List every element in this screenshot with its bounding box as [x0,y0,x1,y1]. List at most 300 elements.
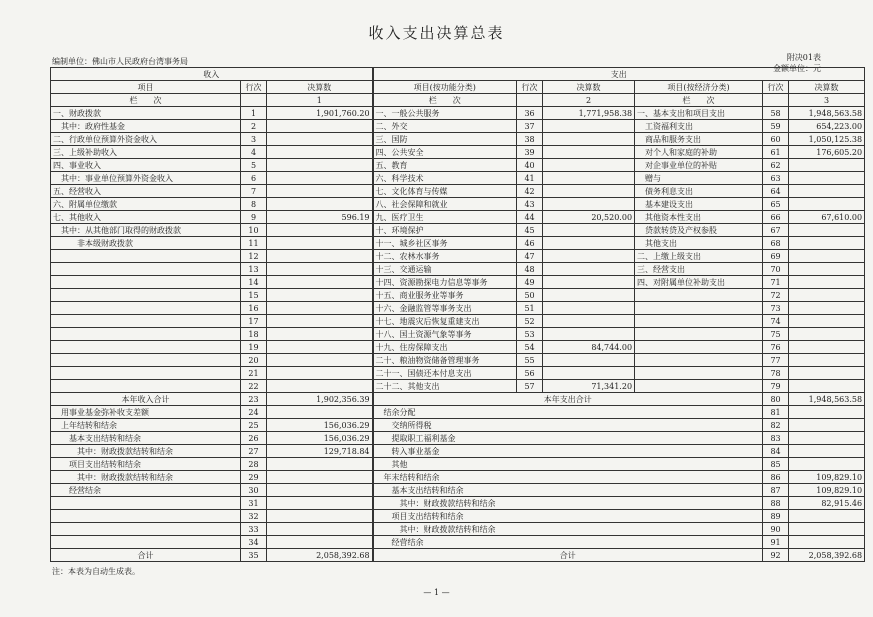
expense-item: 年末结转和结余 [373,471,763,484]
income-item: 其中：财政拨款结转和结余 [51,471,241,484]
income-amount [267,536,373,549]
func-col-no: 2 [543,94,635,107]
table-row [51,107,865,120]
budget-table [50,67,865,562]
table-row [51,211,865,224]
income-rowno: 21 [241,367,267,380]
income-amount [267,354,373,367]
income-amount [267,237,373,250]
expense-item: 其他 [373,458,763,471]
expense-grand-label: 合计 [373,549,763,562]
econ-rowno: 60 [763,133,789,146]
func-amount [543,133,635,146]
econ-amount [789,380,865,393]
econ-amount [789,172,865,185]
expense-rowno: 84 [763,445,789,458]
econ-amount: 176,605.20 [789,146,865,159]
income-item [51,510,241,523]
income-rowno: 16 [241,302,267,315]
expense-rowno: 89 [763,510,789,523]
income-rowno: 19 [241,341,267,354]
expense-item: 提取职工福利基金 [373,432,763,445]
func-amount [543,237,635,250]
econ-amount [789,315,865,328]
empty-cell [241,94,267,107]
expense-rowno: 85 [763,458,789,471]
econ-rowno: 78 [763,367,789,380]
func-amount [543,250,635,263]
expense-item: 结余分配 [373,406,763,419]
empty-cell [517,94,543,107]
income-item: 六、附属单位缴款 [51,198,241,211]
econ-amount: 1,948,563.58 [789,107,865,120]
income-rowno: 9 [241,211,267,224]
table-row [51,276,865,289]
func-rowno: 39 [517,146,543,159]
func-rowno: 51 [517,302,543,315]
empty-cell [763,94,789,107]
table-row [51,172,865,185]
econ-rowno: 71 [763,276,789,289]
econ-item [635,302,763,315]
econ-rowno: 69 [763,250,789,263]
income-item: 五、经营收入 [51,185,241,198]
func-rowno: 41 [517,172,543,185]
econ-rowno: 79 [763,380,789,393]
income-amount [267,341,373,354]
table-body [51,68,865,562]
expense-rowno: 90 [763,523,789,536]
income-col-no: 1 [267,94,373,107]
expense-item: 经营结余 [373,536,763,549]
income-amount [267,406,373,419]
econ-item [635,315,763,328]
econ-item: 工资福利支出 [635,120,763,133]
expense-grand-rowno: 92 [763,549,789,562]
expense-amount: 109,829.10 [789,484,865,497]
income-item: 上年结转和结余 [51,419,241,432]
income-total-rowno: 23 [241,393,267,406]
table-row [51,133,865,146]
func-amount [543,302,635,315]
econ-rowno: 68 [763,237,789,250]
table-row [51,146,865,159]
table-row [51,224,865,237]
income-item: 一、财政拨款 [51,107,241,120]
income-item: 用事业基金弥补收支差额 [51,406,241,419]
func-rowno: 45 [517,224,543,237]
econ-amount [789,354,865,367]
table-row [51,328,865,341]
form-number: 附决01表 [786,53,821,62]
table-row [51,484,865,497]
func-item: 三、国防 [373,133,517,146]
econ-amount [789,237,865,250]
func-amount [543,315,635,328]
econ-item: 其他支出 [635,237,763,250]
income-item: 其中：从其他部门取得的财政拨款 [51,224,241,237]
expense-amount [789,536,865,549]
income-rowno: 12 [241,250,267,263]
econ-amount: 67,610.00 [789,211,865,224]
econ-item: 四、对附属单位补助支出 [635,276,763,289]
income-item: 七、其他收入 [51,211,241,224]
table-row [51,315,865,328]
econ-amount [789,289,865,302]
econ-item: 三、经营支出 [635,263,763,276]
econ-amount [789,198,865,211]
func-rowno: 44 [517,211,543,224]
table-row [51,458,865,471]
func-item: 十九、住房保障支出 [373,341,517,354]
expense-rowno: 82 [763,419,789,432]
income-amount [267,302,373,315]
func-rowno: 40 [517,159,543,172]
income-item [51,380,241,393]
income-rowno: 15 [241,289,267,302]
income-rowno: 25 [241,419,267,432]
func-amount [543,263,635,276]
econ-rowno: 66 [763,211,789,224]
income-item [51,315,241,328]
income-item [51,354,241,367]
econ-rowno: 61 [763,146,789,159]
expense-amount [789,419,865,432]
func-item: 十一、城乡社区事务 [373,237,517,250]
income-rowno: 27 [241,445,267,458]
expense-total-label: 本年支出合计 [373,393,763,406]
econ-rowno-header: 行次 [763,81,789,94]
income-amount [267,367,373,380]
econ-rowno: 63 [763,172,789,185]
func-amount [543,289,635,302]
func-amount [543,367,635,380]
income-amount [267,328,373,341]
econ-rowno: 72 [763,289,789,302]
expense-item: 其中：财政拨款结转和结余 [373,523,763,536]
expense-amount [789,458,865,471]
expense-amount [789,523,865,536]
func-rowno: 43 [517,198,543,211]
income-rowno: 30 [241,484,267,497]
func-rowno: 50 [517,289,543,302]
func-amount [543,276,635,289]
header-row-1 [51,68,865,81]
func-item: 四、公共安全 [373,146,517,159]
econ-item: 债务利息支出 [635,185,763,198]
expense-rowno: 86 [763,471,789,484]
income-grand-amount: 2,058,392.68 [267,549,373,562]
table-row [51,445,865,458]
econ-amount [789,302,865,315]
econ-amount [789,224,865,237]
income-rowno: 10 [241,224,267,237]
func-item: 二、外交 [373,120,517,133]
func-item: 九、医疗卫生 [373,211,517,224]
table-row [51,289,865,302]
income-amount [267,315,373,328]
econ-item [635,367,763,380]
func-item: 十三、交通运输 [373,263,517,276]
income-item [51,302,241,315]
func-amount [543,328,635,341]
func-amount: 71,341.20 [543,380,635,393]
income-rowno-header: 行次 [241,81,267,94]
income-rowno: 26 [241,432,267,445]
currency-unit: 金额单位：元 [773,64,821,73]
table-row [51,510,865,523]
econ-item: 商品和服务支出 [635,133,763,146]
func-amount [543,146,635,159]
econ-amount [789,276,865,289]
econ-amount [789,250,865,263]
income-item [51,497,241,510]
page-number: — 1 — [423,588,450,597]
income-amount [267,484,373,497]
econ-amount [789,341,865,354]
income-rowno: 17 [241,315,267,328]
income-rowno: 2 [241,120,267,133]
income-amount [267,276,373,289]
expense-total-amount: 1,948,563.58 [789,393,865,406]
income-amount [267,471,373,484]
income-amount: 596.19 [267,211,373,224]
income-rowno: 11 [241,237,267,250]
income-rowno: 14 [241,276,267,289]
income-grand-rowno: 35 [241,549,267,562]
table-row [51,471,865,484]
econ-rowno: 76 [763,341,789,354]
income-amount [267,380,373,393]
func-amount: 1,771,958.38 [543,107,635,120]
econ-rowno: 62 [763,159,789,172]
income-amount [267,172,373,185]
econ-item: 一、基本支出和项目支出 [635,107,763,120]
expense-item: 基本支出结转和结余 [373,484,763,497]
income-rowno: 13 [241,263,267,276]
income-rowno: 32 [241,510,267,523]
income-amount [267,159,373,172]
econ-amount: 654,223.00 [789,120,865,133]
func-rowno: 38 [517,133,543,146]
income-rowno: 18 [241,328,267,341]
func-item: 六、科学技术 [373,172,517,185]
grand-total-row [51,549,865,562]
header-row-3 [51,94,865,107]
income-rowno: 1 [241,107,267,120]
income-rowno: 22 [241,380,267,393]
income-rowno: 29 [241,471,267,484]
func-amount [543,354,635,367]
expense-rowno: 88 [763,497,789,510]
header-row-2 [51,81,865,94]
econ-rowno: 70 [763,263,789,276]
expense-item: 转入事业基金 [373,445,763,458]
income-rowno: 7 [241,185,267,198]
func-rowno: 55 [517,354,543,367]
func-rowno: 48 [517,263,543,276]
econ-rowno: 67 [763,224,789,237]
expense-item: 项目支出结转和结余 [373,510,763,523]
income-amount [267,133,373,146]
income-amount: 156,036.29 [267,432,373,445]
func-item-header: 项目(按功能分类) [373,81,517,94]
subtotal-row [51,393,865,406]
income-amount [267,458,373,471]
table-row [51,406,865,419]
econ-rowno: 64 [763,185,789,198]
func-item: 二十二、其他支出 [373,380,517,393]
income-rowno: 3 [241,133,267,146]
econ-rowno: 59 [763,120,789,133]
income-item-header: 项目 [51,81,241,94]
table-row [51,302,865,315]
table-row [51,419,865,432]
func-item: 八、社会保障和就业 [373,198,517,211]
income-amount: 156,036.29 [267,419,373,432]
econ-rowno: 75 [763,328,789,341]
econ-item: 其他资本性支出 [635,211,763,224]
income-item [51,536,241,549]
econ-amount [789,367,865,380]
econ-rowno: 58 [763,107,789,120]
income-amount [267,198,373,211]
table-row [51,237,865,250]
income-item: 基本支出结转和结余 [51,432,241,445]
page-title: 收入支出决算总表 [368,24,505,42]
income-item: 二、行政单位预算外资金收入 [51,133,241,146]
func-rowno: 56 [517,367,543,380]
func-item: 十五、商业服务业等事务 [373,289,517,302]
expense-rowno: 83 [763,432,789,445]
econ-amount [789,159,865,172]
econ-item [635,289,763,302]
func-amount [543,185,635,198]
econ-col-no: 3 [789,94,865,107]
econ-item: 对企事业单位的补贴 [635,159,763,172]
econ-item [635,380,763,393]
income-rowno: 33 [241,523,267,536]
table-row [51,432,865,445]
reporting-unit: 编制单位：佛山市人民政府台湾事务局 [52,57,188,66]
income-item [51,341,241,354]
income-amount [267,185,373,198]
income-amount [267,510,373,523]
income-item [51,289,241,302]
func-amount: 20,520.00 [543,211,635,224]
func-rowno-header: 行次 [517,81,543,94]
econ-amount-header: 决算数 [789,81,865,94]
econ-rowno: 73 [763,302,789,315]
expense-rowno: 91 [763,536,789,549]
income-item: 三、上级补助收入 [51,146,241,159]
econ-rowno: 77 [763,354,789,367]
econ-item: 基本建设支出 [635,198,763,211]
income-amount [267,224,373,237]
func-col-label: 栏 次 [373,94,517,107]
func-rowno: 57 [517,380,543,393]
func-amount [543,159,635,172]
income-amount [267,497,373,510]
econ-amount: 1,050,125.38 [789,133,865,146]
func-item: 七、文化体育与传媒 [373,185,517,198]
expense-amount: 109,829.10 [789,471,865,484]
expense-amount [789,510,865,523]
econ-amount [789,185,865,198]
econ-amount [789,328,865,341]
income-item [51,263,241,276]
income-rowno: 20 [241,354,267,367]
func-item: 十六、金融监管等事务支出 [373,302,517,315]
income-amount [267,263,373,276]
econ-rowno: 65 [763,198,789,211]
table-row [51,263,865,276]
income-item [51,276,241,289]
table-row [51,198,865,211]
expense-item: 交纳所得税 [373,419,763,432]
income-amount [267,250,373,263]
table-row [51,185,865,198]
expense-amount [789,445,865,458]
table-row [51,536,865,549]
income-item: 项目支出结转和结余 [51,458,241,471]
func-item: 十二、农林水事务 [373,250,517,263]
table-row [51,120,865,133]
income-rowno: 31 [241,497,267,510]
func-rowno: 52 [517,315,543,328]
econ-item [635,328,763,341]
income-total-label: 本年收入合计 [51,393,241,406]
econ-item [635,354,763,367]
func-item: 一、一般公共服务 [373,107,517,120]
econ-item: 赠与 [635,172,763,185]
table-row [51,250,865,263]
func-rowno: 54 [517,341,543,354]
econ-rowno: 74 [763,315,789,328]
income-item: 其中：政府性基金 [51,120,241,133]
expense-amount: 82,915.46 [789,497,865,510]
func-rowno: 49 [517,276,543,289]
econ-item: 贷款转贷及产权参股 [635,224,763,237]
table-row [51,159,865,172]
expense-amount [789,406,865,419]
table-row [51,367,865,380]
income-amount [267,289,373,302]
func-item: 十八、国土资源气象等事务 [373,328,517,341]
expense-header: 支出 [373,68,865,81]
func-amount [543,198,635,211]
income-rowno: 5 [241,159,267,172]
econ-item [635,341,763,354]
income-total-amount: 1,902,356.39 [267,393,373,406]
func-rowno: 42 [517,185,543,198]
econ-item: 二、上缴上级支出 [635,250,763,263]
econ-amount [789,263,865,276]
expense-total-rowno: 80 [763,393,789,406]
income-item: 四、事业收入 [51,159,241,172]
func-item: 二十、粮油物资储备管理事务 [373,354,517,367]
func-rowno: 47 [517,250,543,263]
func-rowno: 46 [517,237,543,250]
income-item [51,328,241,341]
func-item: 五、教育 [373,159,517,172]
func-rowno: 37 [517,120,543,133]
income-item [51,250,241,263]
income-item: 非本级财政拨款 [51,237,241,250]
income-amount-header: 决算数 [267,81,373,94]
func-item: 二十一、国债还本付息支出 [373,367,517,380]
func-amount-header: 决算数 [543,81,635,94]
